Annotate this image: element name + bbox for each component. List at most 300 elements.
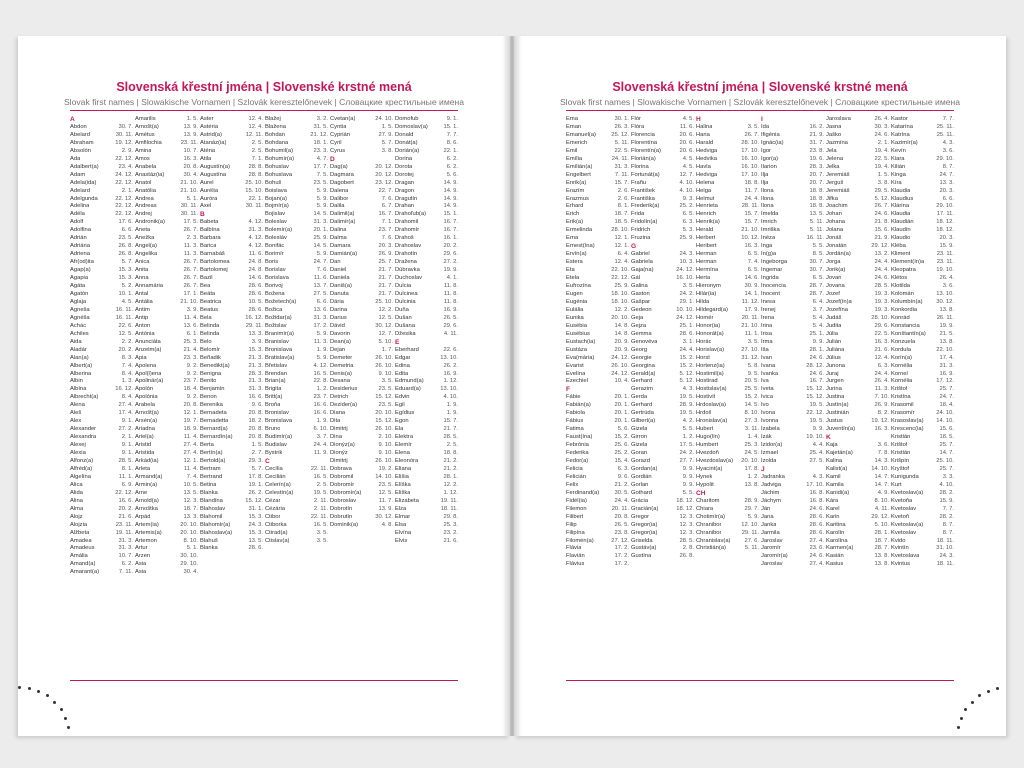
name-entry: [631, 211, 694, 219]
name-entry: [696, 235, 759, 243]
name-day-date: 18. 1.: [313, 139, 328, 146]
first-name: Jurina: [826, 386, 842, 393]
name-day-date: 16. 1.: [443, 235, 458, 242]
first-name: Amarant(a): [70, 569, 99, 576]
name-day-date: 24. 5.: [744, 450, 759, 457]
name-entry: [200, 474, 263, 482]
name-entry: [696, 251, 759, 259]
first-name: Dominik(a): [330, 521, 359, 528]
first-name: Jela: [826, 147, 837, 154]
name-entry: [265, 371, 328, 379]
name-entry: [566, 458, 629, 466]
name-day-date: 21. 7.: [378, 290, 393, 297]
name-day-date: 14. 8.: [614, 322, 629, 329]
name-column: [696, 116, 761, 678]
name-entry: [135, 140, 198, 148]
name-day-date: 4. 4.: [812, 442, 824, 449]
name-day-date: 18. 8.: [744, 179, 759, 186]
first-name: Apolinár(a): [135, 378, 164, 385]
name-entry: [135, 410, 198, 418]
first-name: Jaromír: [761, 545, 781, 552]
name-entry: [395, 530, 458, 538]
first-name: Hedviga: [696, 147, 718, 154]
name-entry: [631, 235, 694, 243]
name-day-date: 9. 10.: [378, 442, 393, 449]
name-day-date: 21. 6.: [118, 513, 133, 520]
name-day-date: 23. 11.: [936, 259, 954, 266]
first-name: Arkád(ia): [135, 457, 159, 464]
name-day-date: 20. 1.: [614, 402, 629, 409]
first-name: Bratislav(a): [265, 354, 295, 361]
name-day-date: 24. 4.: [614, 497, 629, 504]
name-day-date: 28. 6.: [809, 521, 824, 528]
first-name: Bertín(a): [200, 450, 223, 457]
name-day-date: 26. 10.: [375, 457, 393, 464]
name-entry: [265, 196, 328, 204]
name-entry: [631, 172, 694, 180]
name-day-date: 12. 4.: [248, 116, 263, 122]
name-entry: [70, 323, 133, 331]
first-name: Kvetoslav(a): [891, 521, 924, 528]
name-day-date: 19. 5.: [679, 394, 694, 401]
name-day-date: 19. 11.: [440, 497, 458, 504]
first-name: Jordán(a): [826, 251, 851, 258]
name-entry: [826, 251, 889, 259]
name-entry: [761, 378, 824, 386]
name-entry: [330, 482, 393, 490]
name-entry: [631, 203, 694, 211]
name-entry: [696, 259, 759, 267]
name-entry: [70, 331, 133, 339]
name-day-date: 30. 4.: [183, 569, 198, 576]
name-day-date: 27. 4.: [809, 537, 824, 544]
name-day-date: 25. 11.: [936, 131, 954, 138]
name-day-date: 21. 9.: [809, 131, 824, 138]
name-entry: [265, 243, 328, 251]
name-day-date: 16. 3.: [744, 243, 759, 250]
first-name: Andronik(a): [135, 219, 165, 226]
first-name: Apolena: [135, 362, 157, 369]
first-name: Britt(a): [265, 394, 283, 401]
name-entry: [696, 545, 759, 553]
first-name: Antália: [135, 298, 153, 305]
name-entry: [761, 251, 824, 259]
first-name: Beáta: [200, 290, 216, 297]
name-day-date: 8. 10.: [744, 410, 759, 417]
name-entry: [761, 418, 824, 426]
first-name: Jaško: [826, 131, 842, 138]
first-name: Kamila: [826, 481, 844, 488]
first-name: Charitom: [696, 497, 720, 504]
name-day-date: 5. 5.: [682, 489, 694, 496]
name-entry: [631, 553, 694, 561]
first-name: Ivan: [761, 354, 772, 361]
name-day-date: 19. 6.: [809, 155, 824, 162]
name-entry: [200, 410, 263, 418]
name-day-date: 1. 5.: [186, 116, 198, 122]
name-day-date: 25. 10.: [936, 457, 954, 464]
name-entry: [631, 466, 694, 474]
name-day-date: 17. 2.: [313, 322, 328, 329]
name-entry: [761, 307, 824, 315]
first-name: Diana: [330, 410, 346, 417]
first-name: Klaudius: [891, 195, 914, 202]
name-entry: [566, 307, 629, 315]
name-day-date: 8. 4.: [121, 394, 133, 401]
name-day-date: 13. 8.: [874, 553, 889, 560]
name-entry: [395, 283, 458, 291]
name-day-date: 30. 5.: [614, 489, 629, 496]
first-name: Klotilda: [891, 283, 911, 290]
name-day-date: 24. 3.: [248, 521, 263, 528]
first-name: Konkordia: [891, 306, 918, 313]
name-entry: [395, 140, 458, 148]
first-name: Ema: [566, 116, 578, 122]
name-day-date: 24. 10.: [936, 410, 954, 417]
first-name: Adrián: [70, 235, 87, 242]
first-name: Edvin: [395, 394, 410, 401]
name-day-date: 15. 2.: [679, 354, 694, 361]
first-name: Agnéša: [70, 314, 90, 321]
name-entry: [200, 378, 263, 386]
name-entry: [826, 442, 889, 450]
name-day-date: 21. 3.: [248, 354, 263, 361]
first-name: Ivana: [761, 362, 776, 369]
name-entry: [135, 283, 198, 291]
first-name: Hrdoslav(a): [696, 402, 726, 409]
first-name: Flávius: [566, 561, 585, 568]
name-entry: [200, 426, 263, 434]
name-entry: [265, 418, 328, 426]
name-day-date: 13. 10.: [440, 386, 458, 393]
first-name: Donát(a): [395, 139, 418, 146]
name-entry: [200, 315, 263, 323]
first-name: Kvintus: [891, 561, 911, 568]
first-name: Kíra: [891, 179, 902, 186]
first-name: Dag(a): [330, 163, 348, 170]
name-day-date: 20. 1.: [614, 394, 629, 401]
name-entry: [265, 363, 328, 371]
name-day-date: 13. 3.: [248, 330, 263, 337]
name-day-date: 2. 11.: [313, 497, 328, 504]
first-name: Judita: [826, 322, 842, 329]
first-name: Cvetan(a): [330, 116, 356, 122]
name-entry: [696, 283, 759, 291]
name-entry: [761, 363, 824, 371]
first-name: Bohumil(a): [265, 147, 294, 154]
name-entry: [200, 466, 263, 474]
name-entry: [761, 219, 824, 227]
name-entry: [395, 291, 458, 299]
name-entry: [70, 259, 133, 267]
name-day-date: 24. 4.: [874, 370, 889, 377]
first-name: Jaromír(a): [761, 553, 788, 560]
name-day-date: 16. 5.: [313, 473, 328, 480]
name-day-date: 22. 8.: [313, 378, 328, 385]
first-name: Flavián: [566, 553, 585, 560]
first-name: Jozefína: [826, 306, 848, 313]
binding-hole: [978, 694, 981, 697]
name-column: [395, 116, 460, 678]
name-entry: [330, 148, 393, 156]
name-entry: [395, 148, 458, 156]
first-name: Fedor(a): [566, 457, 589, 464]
first-name: Dávid: [330, 322, 345, 329]
name-day-date: 14. 5.: [313, 211, 328, 218]
first-name: Jaroslav: [761, 561, 783, 568]
name-day-date: 13. 10.: [440, 354, 458, 361]
name-entry: [696, 203, 759, 211]
name-day-date: 11. 3.: [183, 251, 198, 258]
name-day-date: 8. 7.: [942, 521, 954, 528]
first-name: Bonifác: [265, 243, 285, 250]
name-entry: [761, 291, 824, 299]
first-name: Korín(a): [891, 354, 912, 361]
first-name: Bronislava: [265, 346, 293, 353]
first-name: Algelína: [70, 473, 91, 480]
letter-heading: B: [200, 211, 205, 219]
first-name: Ivanka: [761, 370, 779, 377]
name-day-date: 13. 5.: [248, 537, 263, 544]
first-name: Bertold(a): [200, 457, 226, 464]
name-day-date: 22. 5.: [874, 155, 889, 162]
name-day-date: 30. 7.: [118, 123, 133, 130]
name-entry: [135, 164, 198, 172]
first-name: Bartolomej: [200, 267, 228, 274]
name-entry: [761, 561, 824, 569]
first-name: Erazmus: [566, 195, 589, 202]
first-name: Adolf: [70, 219, 84, 226]
name-entry: [330, 219, 393, 227]
first-name: Horst: [696, 354, 710, 361]
first-name: Jonatán: [826, 243, 847, 250]
name-entry: [891, 426, 954, 434]
name-entry: [330, 458, 393, 466]
name-day-date: 6. 3.: [682, 219, 694, 226]
name-entry: [200, 243, 263, 251]
name-day-date: 28. 3.: [809, 163, 824, 170]
first-name: Humbert: [696, 442, 719, 449]
name-day-date: 3. 8.: [381, 147, 393, 154]
first-name: Aglaja: [70, 298, 87, 305]
name-day-date: 20. 12.: [375, 171, 393, 178]
name-day-date: 30. 11.: [115, 131, 133, 138]
first-name: Brian(a): [265, 378, 286, 385]
name-entry: [135, 450, 198, 458]
first-name: Kára: [826, 497, 839, 504]
name-day-date: 15. 3.: [248, 529, 263, 536]
name-day-date: 18. 12.: [676, 497, 694, 504]
name-day-date: 16. 6.: [313, 410, 328, 417]
name-day-date: 12. 7.: [679, 171, 694, 178]
name-entry: [70, 522, 133, 530]
first-name: In(g)a: [761, 251, 777, 258]
name-entry: [761, 180, 824, 188]
name-entry: [761, 394, 824, 402]
name-entry: [265, 498, 328, 506]
name-entry: [70, 538, 133, 546]
first-name: Egon: [395, 418, 409, 425]
first-name: Dean(a): [330, 338, 351, 345]
name-day-date: 17. 5.: [183, 219, 198, 226]
first-name: Gilbert(a): [631, 418, 656, 425]
first-name: Dalimil(a): [330, 211, 355, 218]
name-day-date: 24. 6.: [809, 370, 824, 377]
name-entry: [200, 363, 263, 371]
name-entry: [330, 347, 393, 355]
first-name: Gál: [631, 275, 641, 282]
first-name: Arne: [135, 489, 148, 496]
name-entry: [70, 569, 133, 577]
name-day-date: 29. 12.: [871, 243, 889, 250]
name-day-date: 28. 5.: [118, 457, 133, 464]
name-day-date: 10. 5.: [248, 298, 263, 305]
name-entry: [395, 466, 458, 474]
first-name: Elíška: [395, 481, 411, 488]
name-day-date: 7. 11.: [614, 171, 629, 178]
first-name: Gerhard: [631, 402, 653, 409]
name-day-date: 12. 2.: [614, 306, 629, 313]
name-day-date: 1. 5.: [877, 171, 889, 178]
first-name: Dalina: [330, 227, 347, 234]
name-day-date: 11. 3.: [874, 386, 889, 393]
name-day-date: 23. 7.: [313, 394, 328, 401]
name-day-date: 15. 9.: [939, 243, 954, 250]
name-entry: [826, 227, 889, 235]
name-day-date: 30. 12.: [936, 298, 954, 305]
name-entry: [826, 124, 889, 132]
first-name: Ctibor: [265, 513, 281, 520]
name-day-date: 2. 8.: [682, 545, 694, 552]
name-entry: [70, 339, 133, 347]
name-entry: [631, 339, 694, 347]
name-entry: [761, 553, 824, 561]
name-day-date: 13. 6.: [313, 306, 328, 313]
name-entry: [761, 386, 824, 394]
first-name: Bea: [200, 283, 211, 290]
name-entry: [330, 243, 393, 251]
name-entry: [566, 378, 629, 386]
name-day-date: 31. 3.: [313, 314, 328, 321]
first-name: Alma: [70, 505, 84, 512]
first-name: Albert(a): [70, 362, 93, 369]
name-day-date: 4. 11.: [443, 330, 458, 337]
first-name: Arnošt(a): [135, 410, 159, 417]
first-name: Daniš(a): [330, 283, 352, 290]
first-name: Bernardín(a): [200, 434, 233, 441]
name-day-date: 20. 8.: [248, 426, 263, 433]
name-day-date: 14. 10.: [936, 418, 954, 425]
name-entry: [265, 299, 328, 307]
name-day-date: 12. 2.: [378, 306, 393, 313]
name-day-date: 5. 6.: [617, 426, 629, 433]
right-bottom-rule: [566, 680, 954, 681]
name-day-date: 16. 6.: [248, 394, 263, 401]
letter-heading: J: [761, 465, 765, 473]
name-entry: [566, 148, 629, 156]
first-name: Gejza: [631, 322, 647, 329]
name-day-date: 28. 8.: [248, 171, 263, 178]
name-entry: [330, 291, 393, 299]
first-name: Bohumír(a): [265, 155, 294, 162]
name-day-date: 9. 6.: [251, 402, 263, 409]
name-entry: [135, 315, 198, 323]
name-day-date: 3. 5.: [747, 123, 759, 130]
first-name: Imelda: [761, 211, 779, 218]
name-day-date: 1. 9.: [446, 402, 458, 409]
name-day-date: 12. 1.: [614, 243, 629, 250]
name-day-date: 2. 2.: [121, 338, 133, 345]
name-day-date: 28. 2.: [939, 489, 954, 496]
first-name: Ingrida: [761, 275, 779, 282]
name-day-date: 18. 7.: [183, 505, 198, 512]
name-day-date: 3. 9.: [186, 306, 198, 313]
name-day-date: 17. 8.: [744, 465, 759, 472]
name-day-date: 14. 3.: [874, 457, 889, 464]
name-entry: [395, 410, 458, 418]
first-name: Atila: [200, 155, 212, 162]
name-day-date: 9. 9.: [682, 481, 694, 488]
first-name: Bojan(a): [265, 195, 287, 202]
name-day-date: 28. 6.: [809, 529, 824, 536]
first-name: Alan(a): [70, 354, 89, 361]
name-entry: [631, 219, 694, 227]
name-day-date: 16. 6.: [313, 402, 328, 409]
name-entry: [891, 196, 954, 204]
name-day-date: 26. 8.: [679, 553, 694, 560]
name-entry: [70, 394, 133, 402]
name-entry: [265, 148, 328, 156]
name-day-date: 23. 2.: [443, 529, 458, 536]
first-name: Eustáza: [566, 346, 587, 353]
first-name: Juventín(a): [826, 426, 855, 433]
name-day-date: 1. 2.: [747, 473, 759, 480]
name-day-date: 28. 12.: [806, 362, 824, 369]
name-entry: [395, 235, 458, 243]
first-name: Alojz: [70, 513, 83, 520]
name-entry: [631, 315, 694, 323]
name-entry: [395, 418, 458, 426]
name-day-date: 20. 1.: [614, 418, 629, 425]
name-entry: [395, 450, 458, 458]
first-name: Halina: [696, 123, 713, 130]
name-entry: [891, 347, 954, 355]
first-name: Hyacint(a): [696, 465, 723, 472]
name-entry: [566, 394, 629, 402]
first-name: Desana: [330, 378, 350, 385]
name-entry: [70, 180, 133, 188]
name-day-date: 7. 8.: [877, 450, 889, 457]
name-day-date: 29. 1.: [679, 298, 694, 305]
name-entry: [200, 355, 263, 363]
name-entry: [200, 538, 263, 546]
first-name: Apolónia: [135, 394, 158, 401]
name-day-date: 14. 7.: [874, 473, 889, 480]
first-name: Egil: [395, 402, 405, 409]
name-day-date: 19. 9.: [939, 322, 954, 329]
first-name: Frañu: [631, 179, 647, 186]
name-day-date: 31. 3.: [248, 227, 263, 234]
name-day-date: 18. 9.: [183, 426, 198, 433]
name-day-date: 29. 7.: [744, 505, 759, 512]
first-name: Cézar: [265, 497, 281, 504]
binding-hole: [960, 717, 963, 720]
first-name: Dragon: [395, 187, 415, 194]
name-entry: [70, 188, 133, 196]
first-name: Helena: [696, 179, 715, 186]
name-entry: [631, 116, 694, 124]
first-name: Ida: [761, 123, 770, 130]
